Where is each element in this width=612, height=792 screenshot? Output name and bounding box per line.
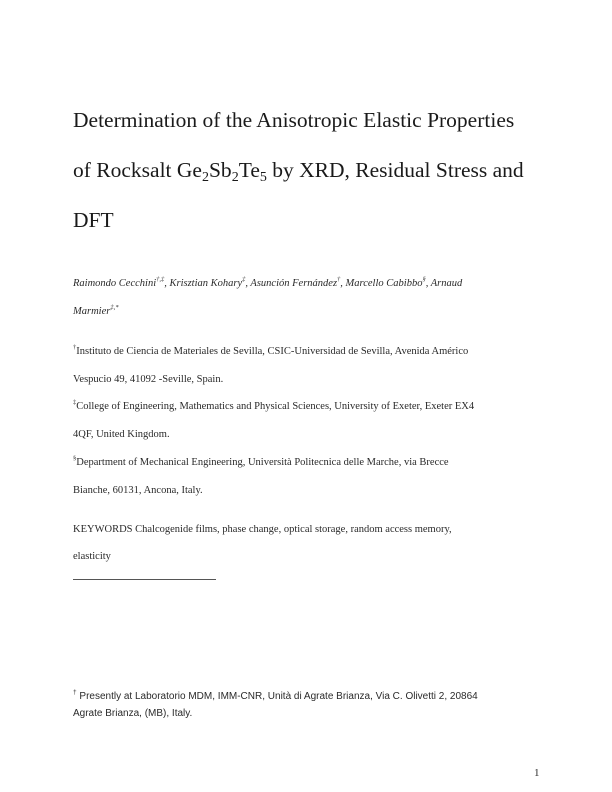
author-affiliation-marker: †,‡ xyxy=(156,276,165,283)
affiliation-text: Vespucio 49, 41092 -Seville, Spain. xyxy=(73,374,224,385)
author-affiliation-marker: § xyxy=(422,276,426,283)
affiliation-1-line-2 xyxy=(73,375,223,386)
author-name: Marmier xyxy=(73,306,111,317)
affiliation-text: Department of Mechanical Engineering, Università Politecnica delle Marche, via Brecce xyxy=(76,457,449,468)
footnote-line-2 xyxy=(73,709,192,719)
affiliation-text: Instituto de Ciencia de Materiales de Sevilla, CSIC-Universidad de Sevilla, Avenida Américo xyxy=(76,346,469,357)
affiliation-text: 4QF, United Kingdom. xyxy=(73,429,170,440)
title-text-3: DFT xyxy=(73,208,114,232)
title-subscript-te: 5 xyxy=(259,170,267,185)
affiliation-marker: ‡ xyxy=(73,399,77,406)
footnote-marker: † xyxy=(73,689,77,696)
author-affiliation-marker: † xyxy=(337,276,341,283)
affiliation-marker: § xyxy=(73,455,77,462)
author-list-continued xyxy=(73,304,543,318)
affiliation-3-line-1 xyxy=(73,455,449,469)
footnote-line-1 xyxy=(73,689,478,702)
title-text-1: Determination of the Anisotropic Elastic Properties xyxy=(73,108,515,132)
affiliation-3-line-2 xyxy=(73,486,203,497)
footnote-text: Presently at Laboratorio MDM, IMM-CNR, Unità di Agrate Brianza, Via C. Olivetti 2, 20864 xyxy=(76,691,478,702)
author-name: Raimondo Cecchini xyxy=(73,278,157,289)
author-affiliation-marker: ‡,* xyxy=(110,304,119,311)
title-text-2d: by XRD, Residual Stress and xyxy=(266,158,524,182)
affiliation-marker: † xyxy=(73,344,77,351)
keywords-text: elasticity xyxy=(73,551,111,562)
affiliation-1-line-1 xyxy=(73,344,469,358)
keywords-text: KEYWORDS Chalcogenide films, phase change, optical storage, random access memory, xyxy=(73,524,452,535)
keywords-line-2 xyxy=(73,552,111,563)
affiliation-text: College of Engineering, Mathematics and Physical Sciences, University of Exeter, Exeter EX4 xyxy=(76,401,475,412)
footnote-separator xyxy=(73,579,216,580)
author-name: , Arnaud xyxy=(425,278,463,289)
title-subscript-ge: 2 xyxy=(201,170,209,185)
affiliation-2-line-2 xyxy=(73,430,170,441)
title-line-2 xyxy=(73,158,524,185)
page-number: 1 xyxy=(534,767,540,779)
author-affiliation-marker: ‡ xyxy=(242,276,246,283)
title-line-1 xyxy=(73,110,514,132)
author-name: , Krisztian Kohary xyxy=(164,278,243,289)
affiliation-text: Bianche, 60131, Ancona, Italy. xyxy=(73,485,203,496)
footnote-text: Agrate Brianza, (MB), Italy. xyxy=(73,708,193,719)
author-name: , Marcello Cabibbo xyxy=(340,278,423,289)
affiliation-2-line-1 xyxy=(73,399,475,413)
author-list xyxy=(73,276,543,290)
title-text-2b: Sb xyxy=(208,158,232,182)
title-text-2c: Te xyxy=(238,158,260,182)
title-text-2a: of Rocksalt Ge xyxy=(73,158,202,182)
author-name: , Asunción Fernández xyxy=(245,278,338,289)
keywords-line-1 xyxy=(73,525,452,536)
title-line-3 xyxy=(73,210,114,232)
title-subscript-sb: 2 xyxy=(231,170,239,185)
